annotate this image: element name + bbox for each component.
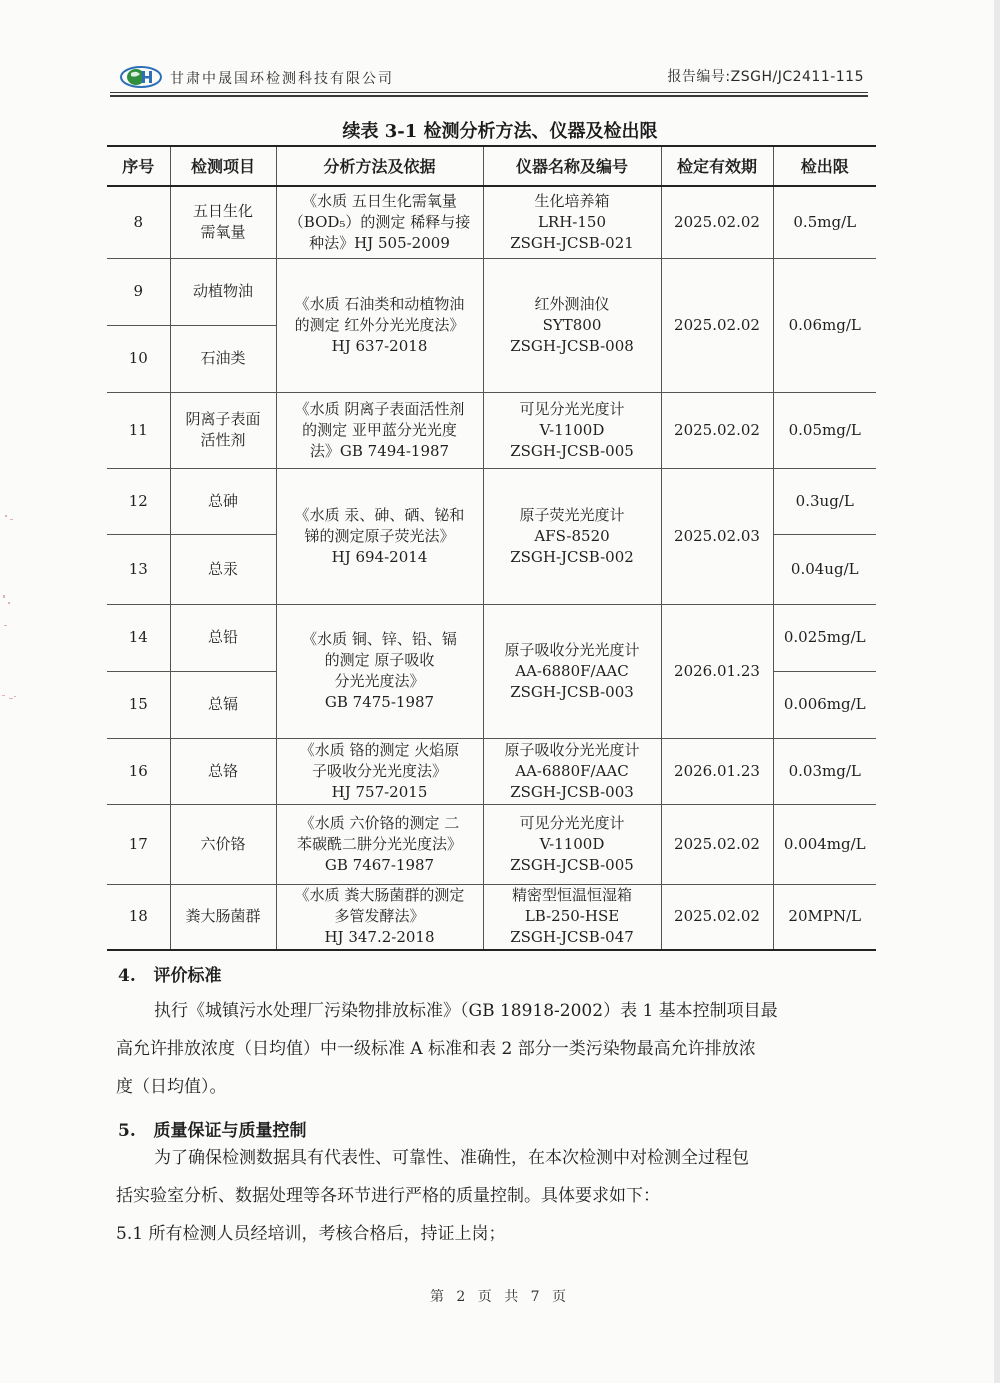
header-item: 检测项目 [170,146,276,186]
company-logo [120,66,162,88]
row-number: 10 [107,325,170,392]
method-basis: 《水质 粪大肠菌群的测定 多管发酵法》 HJ 347.2-2018 [276,884,483,950]
validity-date: 2025.02.02 [661,804,773,884]
method-basis: 《水质 五日生化需氧量 （BOD₅）的测定 稀释与接 种法》HJ 505-2009 [276,186,483,258]
method-basis: 《水质 石油类和动植物油 的测定 红外分光光度法》 HJ 637-2018 [276,258,483,392]
company-name: 甘肃中晟国环检测科技有限公司 [170,71,394,87]
report-number: 报告编号:ZSGH/JC2411-115 [667,69,864,85]
page-footer: 第 2 页 共 7 页 [429,1289,571,1305]
detection-limit: 0.06mg/L [773,258,876,392]
test-item: 总砷 [170,468,276,534]
test-item: 总镉 [170,671,276,738]
detection-limit: 0.004mg/L [773,804,876,884]
instrument: 红外测油仪 SYT800 ZSGH-JCSB-008 [483,258,661,392]
paragraph-line: 高允许排放浓度（日均值）中一级标准 A 标准和表 2 部分一类污染物最高允许排放浓 [116,1039,756,1059]
table-row [107,186,876,258]
scan-marks [0,500,20,720]
table-row [107,604,876,671]
method-basis: 《水质 铬的测定 火焰原 子吸收分光光度法》 HJ 757-2015 [276,738,483,804]
test-item: 粪大肠菌群 [170,884,276,950]
instrument: 可见分光光度计 V-1100D ZSGH-JCSB-005 [483,392,661,468]
test-item: 五日生化 需氧量 [170,186,276,258]
section-title: 评价标准 [153,966,222,986]
method-basis: 《水质 铜、锌、铅、镉 的测定 原子吸收 分光光度法》 GB 7475-1987 [276,604,483,738]
instrument: 原子吸收分光光度计 AA-6880F/AAC ZSGH-JCSB-003 [483,604,661,738]
methods-table [107,145,876,951]
table-row [107,468,876,534]
header-limit: 检出限 [773,146,876,186]
test-item: 动植物油 [170,258,276,325]
instrument: 精密型恒温恒湿箱 LB-250-HSE ZSGH-JCSB-047 [483,884,661,950]
test-item: 总铅 [170,604,276,671]
instrument: 原子吸收分光光度计 AA-6880F/AAC ZSGH-JCSB-003 [483,738,661,804]
test-item: 阴离子表面 活性剂 [170,392,276,468]
header-rule [110,92,868,93]
row-number: 15 [107,671,170,738]
row-number: 16 [107,738,170,804]
detection-limit: 0.3ug/L [773,468,876,534]
section-number: 4. [118,966,136,986]
validity-date: 2025.02.03 [661,468,773,604]
table-header-row [107,146,876,186]
table-row [107,884,876,950]
section-4-heading [118,961,222,986]
paragraph-line: 度（日均值）。 [116,1077,227,1097]
test-item: 总汞 [170,534,276,604]
scan-edge [994,0,1000,1383]
row-number: 14 [107,604,170,671]
test-item: 石油类 [170,325,276,392]
section-5-heading [118,1116,307,1141]
detection-limit: 0.05mg/L [773,392,876,468]
validity-date: 2025.02.02 [661,392,773,468]
test-item: 六价铬 [170,804,276,884]
table-row [107,738,876,804]
test-item: 总铬 [170,738,276,804]
header-no: 序号 [107,146,170,186]
instrument: 可见分光光度计 V-1100D ZSGH-JCSB-005 [483,804,661,884]
header-rule-thick [110,95,868,97]
section-title: 质量保证与质量控制 [153,1121,307,1141]
detection-limit: 20MPN/L [773,884,876,950]
instrument: 生化培养箱 LRH-150 ZSGH-JCSB-021 [483,186,661,258]
header-method: 分析方法及依据 [276,146,483,186]
page-header [110,66,868,90]
instrument: 原子荧光光度计 AFS-8520 ZSGH-JCSB-002 [483,468,661,604]
validity-date: 2026.01.23 [661,738,773,804]
header-instrument: 仪器名称及编号 [483,146,661,186]
paragraph-line: 为了确保检测数据具有代表性、可靠性、准确性，在本次检测中对检测全过程包 [154,1148,749,1168]
row-number: 9 [107,258,170,325]
section-5-paragraph [116,1139,874,1253]
method-basis: 《水质 六价铬的测定 二 苯碳酰二肼分光光度法》 GB 7467-1987 [276,804,483,884]
table-row [107,804,876,884]
method-basis: 《水质 阴离子表面活性剂 的测定 亚甲蓝分光光度 法》GB 7494-1987 [276,392,483,468]
validity-date: 2025.02.02 [661,258,773,392]
section-4-paragraph [116,992,874,1106]
table-caption: 续表 3-1 检测分析方法、仪器及检出限 [342,121,658,142]
list-item-5-1: 5.1 所有检测人员经培训，考核合格后，持证上岗； [116,1224,506,1244]
row-number: 12 [107,468,170,534]
validity-date: 2025.02.02 [661,186,773,258]
row-number: 13 [107,534,170,604]
detection-limit: 0.04ug/L [773,534,876,604]
detection-limit: 0.006mg/L [773,671,876,738]
row-number: 18 [107,884,170,950]
paragraph-line: 执行《城镇污水处理厂污染物排放标准》（GB 18918-2002）表 1 基本控制项目最 [154,1001,778,1021]
table-row [107,258,876,325]
row-number: 17 [107,804,170,884]
validity-date: 2025.02.02 [661,884,773,950]
detection-limit: 0.5mg/L [773,186,876,258]
row-number: 11 [107,392,170,468]
detection-limit: 0.03mg/L [773,738,876,804]
paragraph-line: 括实验室分析、数据处理等各环节进行严格的质量控制。具体要求如下： [116,1186,660,1206]
section-number: 5. [118,1121,136,1141]
method-basis: 《水质 汞、砷、硒、铋和 锑的测定原子荧光法》 HJ 694-2014 [276,468,483,604]
validity-date: 2026.01.23 [661,604,773,738]
header-validity: 检定有效期 [661,146,773,186]
row-number: 8 [107,186,170,258]
table-row [107,392,876,468]
detection-limit: 0.025mg/L [773,604,876,671]
